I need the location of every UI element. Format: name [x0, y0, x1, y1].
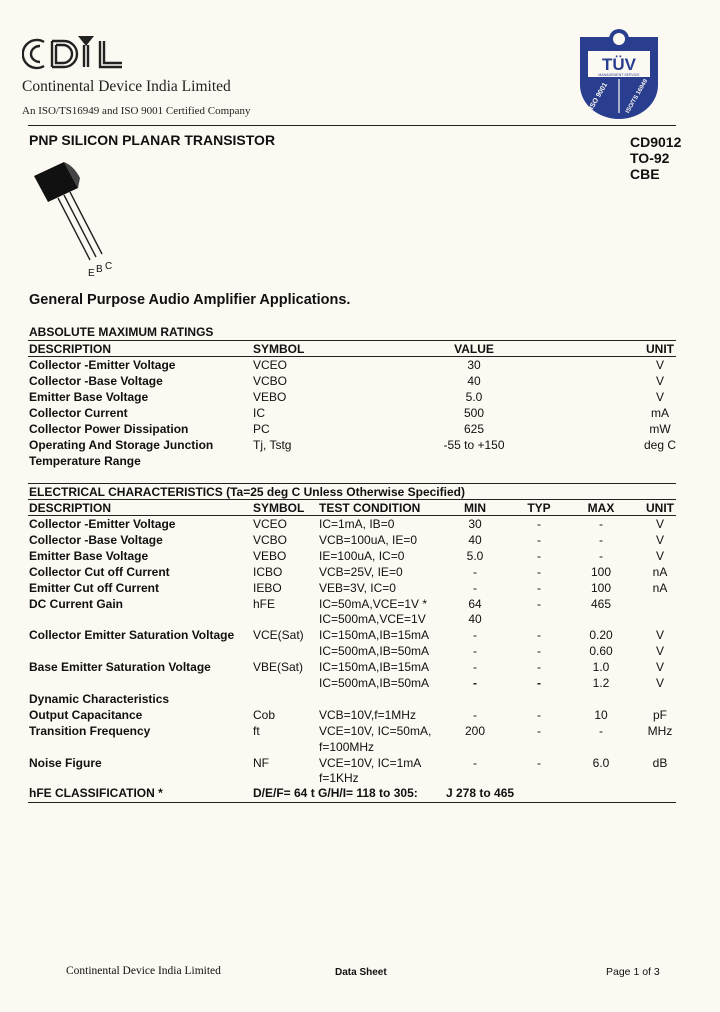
hfe-classification-j: J 278 to 465 [446, 786, 515, 800]
elec-row-symbol: VCE(Sat) [253, 628, 304, 643]
company-logo [22, 32, 126, 76]
elec-row-symbol: ICBO [253, 564, 283, 579]
abs-row-description: Collector Power Dissipation [29, 422, 189, 436]
elec-row-max: 100 [590, 580, 612, 595]
elec-row-condition: IC=1mA, IB=0 [319, 517, 395, 531]
elec-row-unit: pF [652, 707, 667, 722]
elec-row-description: Output Capacitance [29, 707, 143, 722]
elec-row-condition: VCE=10V, IC=50mA, [319, 723, 432, 738]
abs-row-unit: mW [649, 422, 671, 436]
elec-row-min: 40 [468, 532, 482, 547]
certification-line: An ISO/TS16949 and ISO 9001 Certified Company [22, 105, 251, 117]
abs-row-description: Operating And Storage Junction [29, 438, 214, 452]
elec-row-condition: IC=50mA,VCE=1V * [319, 596, 428, 611]
elec-row-typ: - [537, 580, 541, 595]
elec-row-description: Emitter Cut off Current [29, 580, 159, 595]
part-number: CD9012 [630, 134, 682, 150]
elec-row-typ: - [537, 707, 541, 722]
elec-row-condition: IC=150mA,IB=15mA [319, 660, 430, 675]
elec-col-max: MAX [587, 501, 615, 515]
elec-col-description: DESCRIPTION [29, 501, 112, 515]
elec-row-unit: V [655, 644, 664, 659]
footer-company: Continental Device India Limited [66, 965, 221, 977]
hfe-classification-label: hFE CLASSIFICATION * [29, 786, 163, 800]
elec-heading: ELECTRICAL CHARACTERISTICS (Ta=25 deg C Unless Otherwise Specified) [29, 485, 465, 499]
elec-row-min: - [473, 644, 477, 659]
company-name: Continental Device India Limited [22, 78, 231, 95]
elec-row-typ: - [537, 723, 541, 738]
elec-row-symbol: VBE(Sat) [253, 660, 304, 675]
abs-col-unit: UNIT [646, 342, 674, 356]
elec-row-max: 10 [594, 707, 608, 722]
elec-row-description: DC Current Gain [29, 596, 124, 611]
elec-row-symbol: VCEO [253, 517, 288, 531]
elec-col-unit: UNIT [646, 501, 674, 515]
abs-row-symbol: VCEO [253, 358, 288, 372]
elec-row-max: 1.2 [592, 676, 610, 690]
elec-row-max: - [599, 532, 603, 547]
elec-row-max: 100 [590, 564, 612, 579]
tuv-iso2: ISO/TS 16949 [625, 78, 650, 115]
elec-col-symbol: SYMBOL [253, 501, 305, 515]
tuv-iso1: ISO 9001 [588, 81, 610, 111]
abs-row-description: Collector -Base Voltage [29, 374, 163, 388]
elec-row-description: Dynamic Characteristics [29, 691, 170, 706]
abs-col-description: DESCRIPTION [29, 342, 112, 356]
elec-rule-header [28, 515, 676, 516]
abs-row-value: 30 [467, 358, 481, 372]
elec-row-min: - [473, 755, 477, 770]
elec-row-description: Base Emitter Saturation Voltage [29, 660, 211, 675]
elec-row-symbol: ft [253, 723, 260, 738]
package-type: TO-92 [630, 150, 670, 166]
elec-row-max: 0.60 [589, 644, 613, 659]
elec-col-typ: TYP [527, 501, 551, 515]
elec-row-description: Transition Frequency [29, 723, 151, 738]
abs-row-symbol: VCBO [253, 374, 288, 388]
elec-row-typ: - [537, 517, 541, 531]
elec-row-description: Collector Cut off Current [29, 564, 170, 579]
elec-row-unit: nA [652, 564, 668, 579]
tuv-brand: TÜV [602, 55, 636, 74]
elec-row-unit: V [655, 548, 664, 563]
elec-row-condition: VEB=3V, IC=0 [319, 580, 396, 595]
elec-row-typ: - [537, 644, 541, 659]
elec-row-unit: dB [652, 755, 668, 770]
elec-row-unit: MHz [647, 723, 673, 738]
elec-row-unit: V [655, 532, 664, 547]
abs-max-heading: ABSOLUTE MAXIMUM RATINGS [29, 325, 214, 339]
elec-row-unit: V [655, 660, 664, 675]
elec-row-typ: - [537, 564, 541, 579]
elec-row-min: 30 [468, 517, 482, 531]
elec-row-description: Emitter Base Voltage [29, 548, 149, 563]
pin-label-emitter: E [88, 268, 95, 279]
elec-col-min: MIN [464, 501, 486, 515]
abs-row-unit: V [655, 390, 664, 404]
elec-row-max: - [599, 517, 603, 531]
elec-row-min: 40 [468, 612, 482, 627]
header-divider [28, 125, 676, 126]
abs-row-value: 40 [467, 374, 481, 388]
elec-rule-top [28, 483, 676, 484]
elec-row-min: - [473, 707, 477, 722]
elec-row-description: Collector -Emitter Voltage [29, 517, 176, 531]
elec-row-description: Noise Figure [29, 755, 102, 770]
elec-row-min: 200 [464, 723, 486, 738]
elec-row-min: - [473, 628, 477, 643]
elec-row-unit: V [655, 628, 664, 643]
elec-row-condition: IE=100uA, IC=0 [319, 548, 405, 563]
elec-row-unit: V [655, 517, 664, 531]
elec-row-condition: VCB=10V,f=1MHz [319, 707, 416, 722]
elec-row-unit: nA [652, 580, 668, 595]
pin-configuration: CBE [630, 166, 660, 182]
elec-row-max: 465 [590, 596, 612, 611]
abs-row-symbol: VEBO [253, 390, 287, 404]
elec-row-max: - [599, 723, 603, 738]
elec-row-typ: - [537, 532, 541, 547]
elec-row-condition: f=100MHz [319, 739, 375, 754]
elec-row-min: - [473, 676, 477, 690]
elec-row-min: - [473, 564, 477, 579]
abs-row-symbol: PC [253, 422, 270, 436]
elec-row-symbol: NF [253, 755, 269, 770]
abs-row-description-cont: Temperature Range [29, 454, 141, 468]
elec-row-symbol: Cob [253, 707, 276, 722]
elec-row-condition: VCB=25V, IE=0 [319, 564, 403, 579]
abs-row-symbol: IC [253, 406, 265, 420]
hfe-classification-groups: D/E/F= 64 t G/H/I= 118 to 305: [253, 786, 418, 800]
pin-label-base: B [96, 264, 103, 275]
elec-row-typ: - [537, 660, 541, 675]
elec-row-min: 64 [468, 596, 482, 611]
abs-max-rule-header [28, 356, 676, 357]
abs-row-value: 500 [463, 406, 485, 420]
elec-row-min: - [473, 660, 477, 675]
elec-row-condition: IC=150mA,IB=15mA [319, 628, 430, 643]
elec-row-typ: - [537, 596, 541, 611]
elec-row-typ: - [537, 755, 541, 770]
elec-row-unit: V [655, 676, 664, 690]
tuv-certification-seal [576, 27, 662, 121]
elec-row-min: 5.0 [466, 548, 484, 563]
abs-row-value: -55 to +150 [443, 438, 505, 452]
hfe-rule [28, 802, 676, 803]
pin-label-collector: C [105, 261, 113, 272]
elec-col-test-condition: TEST CONDITION [319, 501, 421, 515]
elec-row-typ: - [537, 548, 541, 563]
elec-row-max: 1.0 [592, 660, 610, 675]
elec-row-condition: IC=500mA,IB=50mA [319, 644, 430, 659]
elec-row-description: Collector -Base Voltage [29, 532, 163, 547]
elec-row-condition: VCE=10V, IC=1mA [319, 755, 422, 770]
elec-rule-heading [28, 499, 676, 500]
abs-row-description: Collector Current [29, 406, 128, 420]
abs-row-unit: V [655, 374, 664, 388]
abs-row-unit: V [655, 358, 664, 372]
abs-row-description: Emitter Base Voltage [29, 390, 149, 404]
elec-row-symbol: VEBO [253, 548, 287, 563]
elec-row-condition: f=1KHz [319, 771, 359, 786]
abs-max-rule-top [28, 340, 676, 341]
abs-row-symbol: Tj, Tstg [253, 438, 292, 452]
elec-row-min: - [473, 580, 477, 595]
abs-col-symbol: SYMBOL [253, 342, 305, 356]
elec-row-symbol: IEBO [253, 580, 282, 595]
abs-row-unit: deg C [643, 438, 677, 452]
elec-row-description: Collector Emitter Saturation Voltage [29, 628, 235, 643]
tuv-sub: MANAGEMENT SERVICE [598, 73, 640, 77]
abs-row-value: 625 [463, 422, 485, 436]
elec-row-max: 6.0 [592, 755, 610, 770]
footer-doc-type: Data Sheet [335, 967, 387, 978]
elec-row-typ: - [537, 676, 541, 690]
page-title: PNP SILICON PLANAR TRANSISTOR [29, 132, 276, 148]
elec-row-condition: VCB=100uA, IE=0 [319, 532, 418, 547]
abs-col-value: VALUE [454, 342, 494, 356]
application-statement: General Purpose Audio Amplifier Applications. [29, 292, 351, 308]
elec-row-max: - [599, 548, 603, 563]
transistor-package-illustration [30, 158, 120, 268]
elec-row-symbol: hFE [253, 596, 276, 611]
abs-row-description: Collector -Emitter Voltage [29, 358, 176, 372]
elec-row-condition: IC=500mA,IB=50mA [319, 676, 430, 690]
elec-row-max: 0.20 [589, 628, 613, 643]
footer-page-number: Page 1 of 3 [606, 966, 660, 978]
abs-row-unit: mA [651, 406, 669, 420]
elec-row-typ: - [537, 628, 541, 643]
elec-row-symbol: VCBO [253, 532, 288, 547]
elec-row-condition: IC=500mA,VCE=1V [319, 612, 426, 627]
abs-row-value: 5.0 [465, 390, 483, 404]
